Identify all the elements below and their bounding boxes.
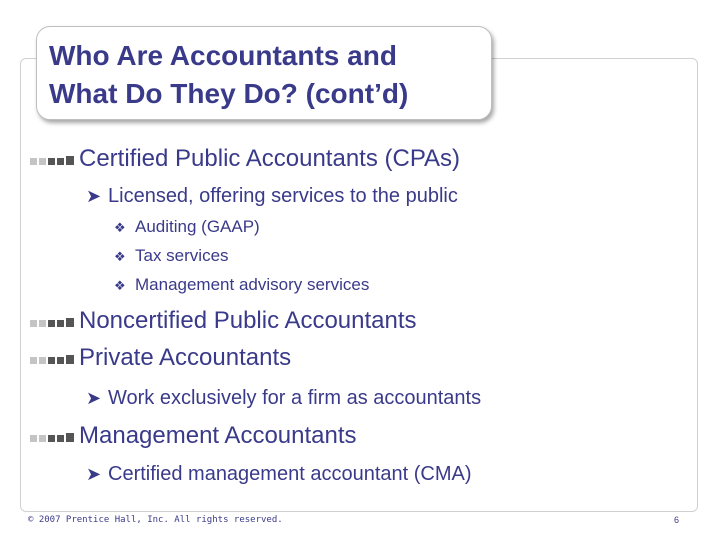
- square-bullet-icon: [30, 154, 74, 166]
- square-bullet-icon: [30, 353, 74, 365]
- arrow-bullet-icon: ➤: [86, 388, 102, 408]
- bullet-text: Certified management accountant (CMA): [108, 463, 472, 485]
- bullet-text: Work exclusively for a firm as accountants: [108, 387, 482, 409]
- arrow-bullet-icon: ➤: [86, 186, 102, 206]
- bullet-text: Management advisory services: [135, 275, 370, 294]
- square-bullet-icon: [30, 316, 74, 328]
- title-line-1: Who Are Accountants and: [49, 40, 397, 71]
- bullet-text: Private Accountants: [79, 344, 292, 371]
- diamond-bullet-icon: ❖: [114, 278, 126, 293]
- page-number: 6: [674, 515, 680, 525]
- square-bullet-icon: [30, 431, 74, 443]
- arrow-bullet-icon: ➤: [86, 464, 102, 484]
- title-line-2: What Do They Do? (cont’d): [49, 78, 409, 109]
- bullet-text: Licensed, offering services to the public: [108, 185, 458, 207]
- footer-copyright: © 2007 Prentice Hall, Inc. All rights reserved.: [28, 515, 283, 525]
- bullet-text: Management Accountants: [79, 422, 357, 449]
- diamond-bullet-icon: ❖: [114, 220, 126, 235]
- bullet-text: Noncertified Public Accountants: [79, 307, 417, 334]
- title-box: [36, 26, 492, 120]
- slide-title: [49, 37, 408, 113]
- diamond-bullet-icon: ❖: [114, 249, 126, 264]
- bullet-text: Tax services: [135, 246, 229, 265]
- bullet-text: Auditing (GAAP): [135, 217, 260, 236]
- bullet-text: Certified Public Accountants (CPAs): [79, 145, 461, 172]
